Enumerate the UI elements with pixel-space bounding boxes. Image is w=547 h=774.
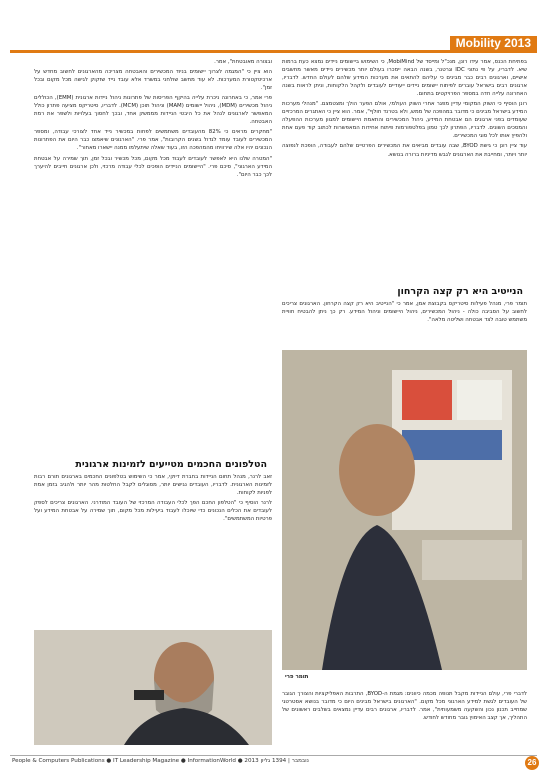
- section-year: 2013: [504, 36, 531, 50]
- photo-zeev-lerner: [34, 630, 272, 745]
- paragraph: רונן הוסיף כי השוק המקומי עדיין מפגר אחרי השוק העולמי, אולם הפער הולך ומצטמצם. "מנהלי מערכות המידע בישראל מבינים כי מדובר במהפכה של ממש, ולא בטרנד חולף", אמר. הוא ציין כי האתגרים המרכזיים שעומדים בפני ארגונים הם אבטחת המידע, ניהול המכשירים והתאמת היישומים למגוון מערכות ההפעלה והמסכים השונים. לדבריו, הפתרון לכך טמון בפלטפורמות פיתוח אחידות המאפשרות לכתוב קוד פעם אחת ולהפיץ אותו לכל סוגי המכשירים.: [282, 101, 527, 140]
- article-column-bottom-right: [282, 690, 527, 752]
- article-column-left-lower: [34, 473, 272, 628]
- section-title: [450, 36, 537, 50]
- paragraph: תומר פרי, מנהל פעילות סיטריקס בקבוצת אמן, אמר כי "הנייטיב היא רק קצה הקרחון. הארגונים צריכים לחשוב על הסביבה כולה - ניהול המכשירים, ניהול היישומים וניהול המידע. רק כך ניתן להבטיח חוויית משתמש טובה לצד אבטחה ושליטה מלאה".: [282, 301, 527, 324]
- paragraph: הוא ציין כי "המגמה לצרוך יישומים בניוד המכשירים והאבטחה מצריכה מהארגונים לחשוב מחדש על ארכיטקטורת המערכות. לא עוד מחשב שולחני במשרד אלא עובד נייד שזקוק לגישה מכל מקום ובכל זמן".: [34, 69, 272, 92]
- footer-rule: [10, 755, 537, 756]
- paragraph: "המטרה שלנו היא לאפשר לעובדים לעבוד מכל מקום, מכל מכשיר ובכל זמן, תוך שמירה על אבטחת המידע הארגוני", סיכם פרי. "היישומים הניידים הופכים לכלי עבודה מרכזי, ולכן ארגונים חייבים להיערך לכך כבר היום".: [34, 155, 272, 178]
- paragraph: לרנר הוסיף כי "הטלפון החכם הפך לכלי העבודה המרכזי של העובד המודרני. הארגונים צריכים לספק לעובדים את הכלים הנכונים כדי שיוכלו לעבוד ביעילות מכל מקום, תוך שמירה על אבטחת המידע ועל פרטיות המשתמשים".: [34, 500, 272, 523]
- footer-text: People & Computers Publications ● IT Leadership Magazine ● InformationWorld ● 2013 נובמבר | 1394 גליון: [12, 758, 309, 764]
- paragraph: בפתיחת הכנס, אמר עידו רונן, מנכ"ל ומייסד של MobiMind, כי השימוש ביישומים ניידים נמצא כעת ברמות שיא. לדבריו, על פי נתוני IDC וגרטנר, בשנה הבאה יימכרו בעולם יותר מכשירים ניידים מאשר מחשבים אישיים, וארגונים רבים כבר מבינים כי עליהם להתאים את מערכות המידע שלהם לעולם החדש. לדבריו, ארגונים רבים בישראל עוברים לפיתוח יישומים ניידים ייעודיים לעובדים ולקהל הלקוחות, וניתן לראות בשנה האחרונה עלייה חדה במספר הפרויקטים בתחום.: [282, 59, 527, 98]
- photo-illustration: [34, 630, 272, 745]
- paragraph: פרי אמר, כי באחרונה ניכרת עלייה בהיקף הפריסות של פתרונות ניהול ניידות ארגונית (EMM), הכוללים ניהול מכשירים (MDM), ניהול יישומים (MAM) וניהול תוכן (MCM). לדבריו, סיטריקס מציעה פתרון כולל המאפשר לארגונים לנהל את כל היבטי הניידות מממשק אחד, ובכך לחסוך בעלויות ולשפר את רמת האבטחה.: [34, 95, 272, 126]
- photo-illustration: [282, 350, 527, 670]
- paragraph: זאב לרנר, מנהל תחום הניידות בחברת דיוקי, אמר כי השימוש בטלפונים החכמים בארגונים תורם רבות לזמינות הארגונית. לדבריו, העובדים נגישים יותר, מסוגלים לקבל החלטות מהר יותר ולהגיב בזמן אמת לפניות לקוחות.: [34, 474, 272, 497]
- paragraph: "מחקרים מראים כי 82% מהעובדים משתמשים לפחות במכשיר נייד אחד לצורכי עבודה, ומספר המכשירים לעובד עומד לגדול בשנים הקרובות", אמר פרי. "הארגונים שיאמצו כבר היום את הפתרונות הנכונים יהיו אלה שירוויחו מהמהפכה הזו, בעוד שאלה שיתעלמו ממנה יישארו מאחור".: [34, 129, 272, 152]
- paragraph: עוד ציין רונן כי גישת BYOD, שבה עובדים מביאים את המכשירים הפרטיים שלהם לעבודה, הופכת לנפוצה יותר ויותר, ומחייבת את הארגונים לגבש מדיניות ברורה בנושא.: [282, 143, 527, 158]
- subheading-left: הטלפונים החכמים מטייעים לזמינות ארגונית: [75, 459, 267, 470]
- photo-caption-left: זאב לרנר: [38, 748, 62, 754]
- paragraph: ובצורה מאובטחת", אמר.: [214, 59, 272, 65]
- section-name: Mobility: [455, 36, 501, 50]
- article-column-right-lower: [282, 300, 527, 348]
- page-number: 26: [525, 756, 539, 770]
- photo-caption-right: תומר פרי: [285, 674, 309, 680]
- paragraph: לדברי פרי, עולם הניידות מקבל תנופה מכמה כיוונים: מגמת ה-BYOD, התרבות האפליקציות והצורך הגובר של העובדים לגשת למידע הארגוני מכל מקום. "הארגונים בישראל מבינים היום כי מדובר בנושא אסטרטגי שמחייב תכנון נכון והשקעה משמעותית", אמר. לדבריו, ארגונים רבים עדיין נמצאים בשלבים ראשונים של התהליך, אך קצב האימוץ גובר מחודש לחודש.: [282, 691, 527, 722]
- header-rule: [10, 50, 537, 53]
- article-column-right: [282, 58, 527, 283]
- photo-tomer-peri: [282, 350, 527, 670]
- article-column-left: [34, 58, 272, 448]
- subheading-right: הנייטיב היא רק קצה הקרחון: [397, 286, 523, 297]
